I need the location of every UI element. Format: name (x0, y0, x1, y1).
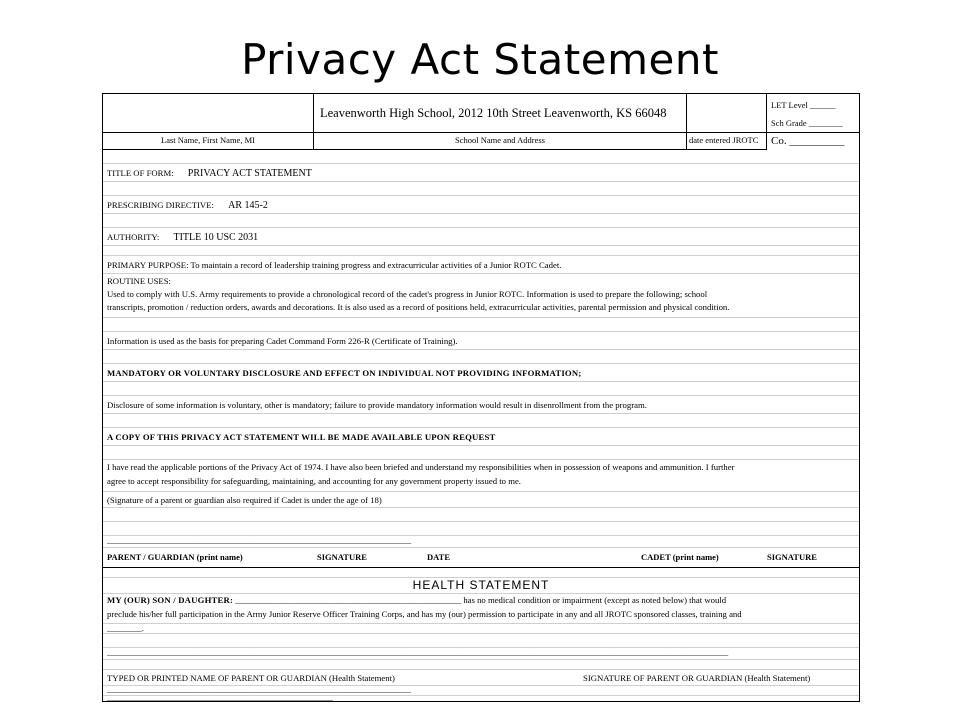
spacer-row (103, 350, 859, 364)
routine-label: ROUTINE USES: (107, 276, 171, 286)
spacer-row (103, 182, 859, 196)
guardian-note-row: (Signature of a parent or guardian also required if Cadet is under the age of 18) (103, 492, 859, 508)
date-entered-field[interactable] (687, 94, 767, 132)
health-name-line-1[interactable]: ______________________________________________________________________ (103, 686, 859, 696)
spacer-row (103, 214, 859, 228)
ack-text-2: agree to accept responsibility for safeguarding, maintaining, and accounting for any government property issued to me. (107, 476, 521, 486)
routine-text-1: Used to comply with U.S. Army requirements to provide a chronological record of the cadet's progress in Junior ROTC. Information is used to prepare the following; school (107, 289, 708, 299)
school-grade-field[interactable]: Sch Grade ________ (771, 118, 843, 128)
son-daughter-field[interactable]: ____________________________________________________ has no medical condition or impairment (except as noted below) that would (233, 595, 727, 605)
school-address-field[interactable]: Leavenworth High School, 2012 10th Street Leavenworth, KS 66048 (313, 94, 687, 132)
privacy-act-form (102, 93, 860, 702)
let-level-field[interactable]: LET Level ______ (771, 100, 836, 110)
spacer-row (103, 568, 859, 578)
signature-line[interactable]: ______________________________________________________________________ (103, 536, 859, 548)
copy-notice: A COPY OF THIS PRIVACY ACT STATEMENT WILL BE MADE AVAILABLE UPON REQUEST (103, 428, 859, 446)
authority-value: TITLE 10 USC 2031 (173, 232, 259, 243)
title-label: TITLE OF FORM: (107, 168, 174, 178)
parent-signature-label: SIGNATURE (317, 552, 367, 562)
routine-uses-row (103, 274, 859, 318)
son-daughter-label: MY (OUR) SON / DAUGHTER: (107, 595, 234, 605)
title-value: PRIVACY ACT STATEMENT (187, 168, 312, 179)
typed-name-label: TYPED OR PRINTED NAME OF PARENT OR GUARDIAN (Health Statement) (107, 673, 395, 683)
spacer-row (103, 414, 859, 428)
health-signature-labels (103, 670, 859, 686)
authority-row (103, 228, 859, 246)
school-label: School Name and Address (313, 132, 687, 149)
spacer-row (103, 522, 859, 536)
directive-value: AR 145-2 (228, 200, 268, 211)
acknowledgement-row (103, 460, 859, 492)
authority-label: AUTHORITY: (107, 232, 160, 242)
spacer-row (103, 246, 859, 256)
health-signature-label: SIGNATURE OF PARENT OR GUARDIAN (Health Statement) (583, 673, 811, 683)
spacer-row (103, 660, 859, 670)
routine-text-2: transcripts, promotion / reduction orders, awards and decorations. It is also used as a record of positions held, extracurricular activities, parental permission and physical condition. (107, 302, 730, 312)
title-row (103, 164, 859, 182)
spacer-row (103, 508, 859, 522)
health-notes-line[interactable]: _______________________________________________________________________________________________________________________________________________ (103, 648, 859, 660)
cadet-signature-label: SIGNATURE (767, 552, 817, 562)
spacer-row (103, 446, 859, 460)
slide-title: Privacy Act Statement (241, 35, 719, 84)
cadet-info-panel (767, 94, 859, 150)
parent-name-label: PARENT / GUARDIAN (print name) (107, 552, 243, 562)
purpose-row: PRIMARY PURPOSE: To maintain a record of leadership training progress and extracurricular activities of a Junior ROTC Cadet. (103, 256, 859, 274)
info-basis-row: Information is used as the basis for preparing Cadet Command Form 226-R (Certificate of Training). (103, 332, 859, 350)
header-top-row (103, 94, 859, 133)
health-name-line-2[interactable]: ____________________________________________________ (107, 696, 333, 702)
date-label: DATE (427, 552, 450, 562)
company-field[interactable]: Co. __________ (771, 135, 845, 147)
health-statement-title: HEALTH STATEMENT (412, 578, 550, 592)
health-consent-text: preclude his/her full participation in the Army Junior Reserve Officer Training Corps, and has my (our) permission to participate in any and all JROTC sponsored classes, training and (107, 609, 742, 619)
date-entered-label: date entered JROTC (687, 132, 767, 149)
name-label: Last Name, First Name, MI (161, 135, 255, 145)
disclosure-row: Disclosure of some information is voluntary, other is mandatory; failure to provide mandatory information would result in disenrollment from the program. (103, 396, 859, 414)
mandatory-heading: MANDATORY OR VOLUNTARY DISCLOSURE AND EFFECT ON INDIVIDUAL NOT PROVIDING INFORMATION; (103, 364, 859, 382)
health-title-row (103, 578, 859, 594)
spacer-row (103, 382, 859, 396)
spacer-row (103, 634, 859, 648)
spacer-row (103, 318, 859, 332)
header-label-row (103, 132, 767, 150)
signature-labels-row (103, 548, 859, 568)
ack-text-1: I have read the applicable portions of the Privacy Act of 1974. I have also been briefed and understand my responsibilities when in possession of weapons and ammunition. I further (107, 462, 735, 472)
directive-row (103, 196, 859, 214)
directive-label: PRESCRIBING DIRECTIVE: (107, 200, 214, 210)
health-continuation: ________. (103, 624, 859, 634)
cadet-name-label: CADET (print name) (641, 552, 719, 562)
health-consent-row (103, 594, 859, 624)
spacer-row (103, 150, 859, 164)
